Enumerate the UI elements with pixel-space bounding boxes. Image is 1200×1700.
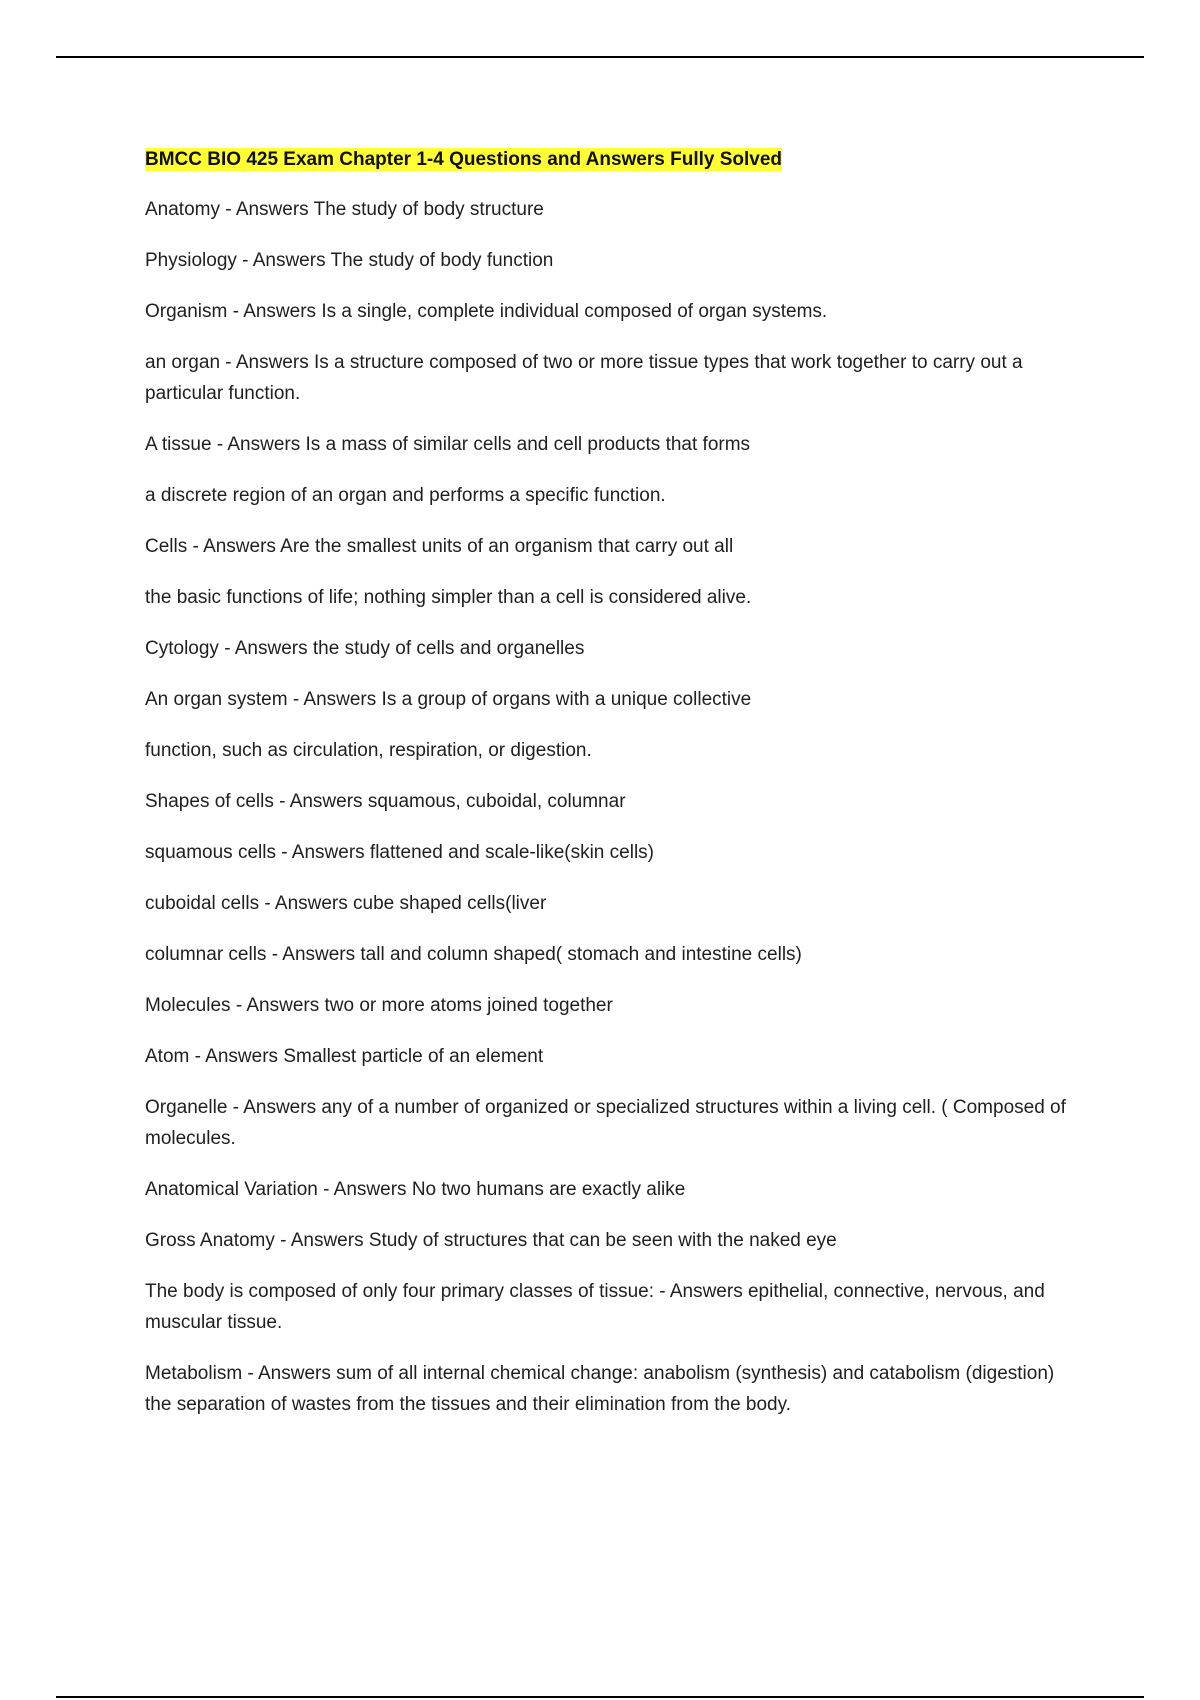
paragraph-atom: Atom - Answers Smallest particle of an element	[145, 1046, 544, 1067]
footer-rule	[56, 1696, 1144, 1698]
paragraph-metabolism: Metabolism - Answers sum of all internal chemical change: anabolism (synthesis) and catabolism (digestion) the separation of wastes from the tissues and their elimination from the body.	[145, 1363, 1055, 1415]
paragraph-columnar-cells: columnar cells - Answers tall and column shaped( stomach and intestine cells)	[145, 944, 802, 965]
paragraph-organ-system-continued: function, such as circulation, respiration, or digestion.	[145, 740, 592, 761]
document-title: BMCC BIO 425 Exam Chapter 1-4 Questions and Answers Fully Solved	[145, 149, 783, 170]
paragraph-organism: Organism - Answers Is a single, complete individual composed of organ systems.	[145, 301, 828, 322]
paragraph-shapes-of-cells: Shapes of cells - Answers squamous, cuboidal, columnar	[145, 791, 626, 812]
header-rule	[56, 56, 1144, 58]
paragraph-organelle: Organelle - Answers any of a number of organized or specialized structures within a living cell. ( Composed of molecules.	[145, 1097, 1066, 1149]
paragraph-molecules: Molecules - Answers two or more atoms joined together	[145, 995, 613, 1016]
paragraph-cytology: Cytology - Answers the study of cells and organelles	[145, 638, 585, 659]
paragraph-cells: Cells - Answers Are the smallest units of an organism that carry out all	[145, 536, 734, 557]
paragraph-gross-anatomy: Gross Anatomy - Answers Study of structures that can be seen with the naked eye	[145, 1230, 837, 1251]
paragraph-anatomy: Anatomy - Answers The study of body structure	[145, 199, 544, 220]
paragraph-cuboidal-cells: cuboidal cells - Answers cube shaped cells(liver	[145, 893, 547, 914]
paragraph-anatomical-variation: Anatomical Variation - Answers No two humans are exactly alike	[145, 1179, 686, 1200]
document-body	[145, 144, 1085, 1440]
paragraph-tissue: A tissue - Answers Is a mass of similar cells and cell products that forms	[145, 434, 751, 455]
paragraph-organ-system: An organ system - Answers Is a group of organs with a unique collective	[145, 689, 752, 710]
paragraph-tissue-continued: a discrete region of an organ and performs a specific function.	[145, 485, 666, 506]
paragraph-organ: an organ - Answers Is a structure composed of two or more tissue types that work together to carry out a particular function.	[145, 352, 1023, 404]
paragraph-cells-continued: the basic functions of life; nothing simpler than a cell is considered alive.	[145, 587, 752, 608]
paragraph-squamous-cells: squamous cells - Answers flattened and scale-like(skin cells)	[145, 842, 654, 863]
paragraph-physiology: Physiology - Answers The study of body function	[145, 250, 554, 271]
paragraph-primary-tissues: The body is composed of only four primary classes of tissue: - Answers epithelial, connective, nervous, and muscular tissue.	[145, 1281, 1045, 1333]
title-line	[145, 144, 1085, 175]
